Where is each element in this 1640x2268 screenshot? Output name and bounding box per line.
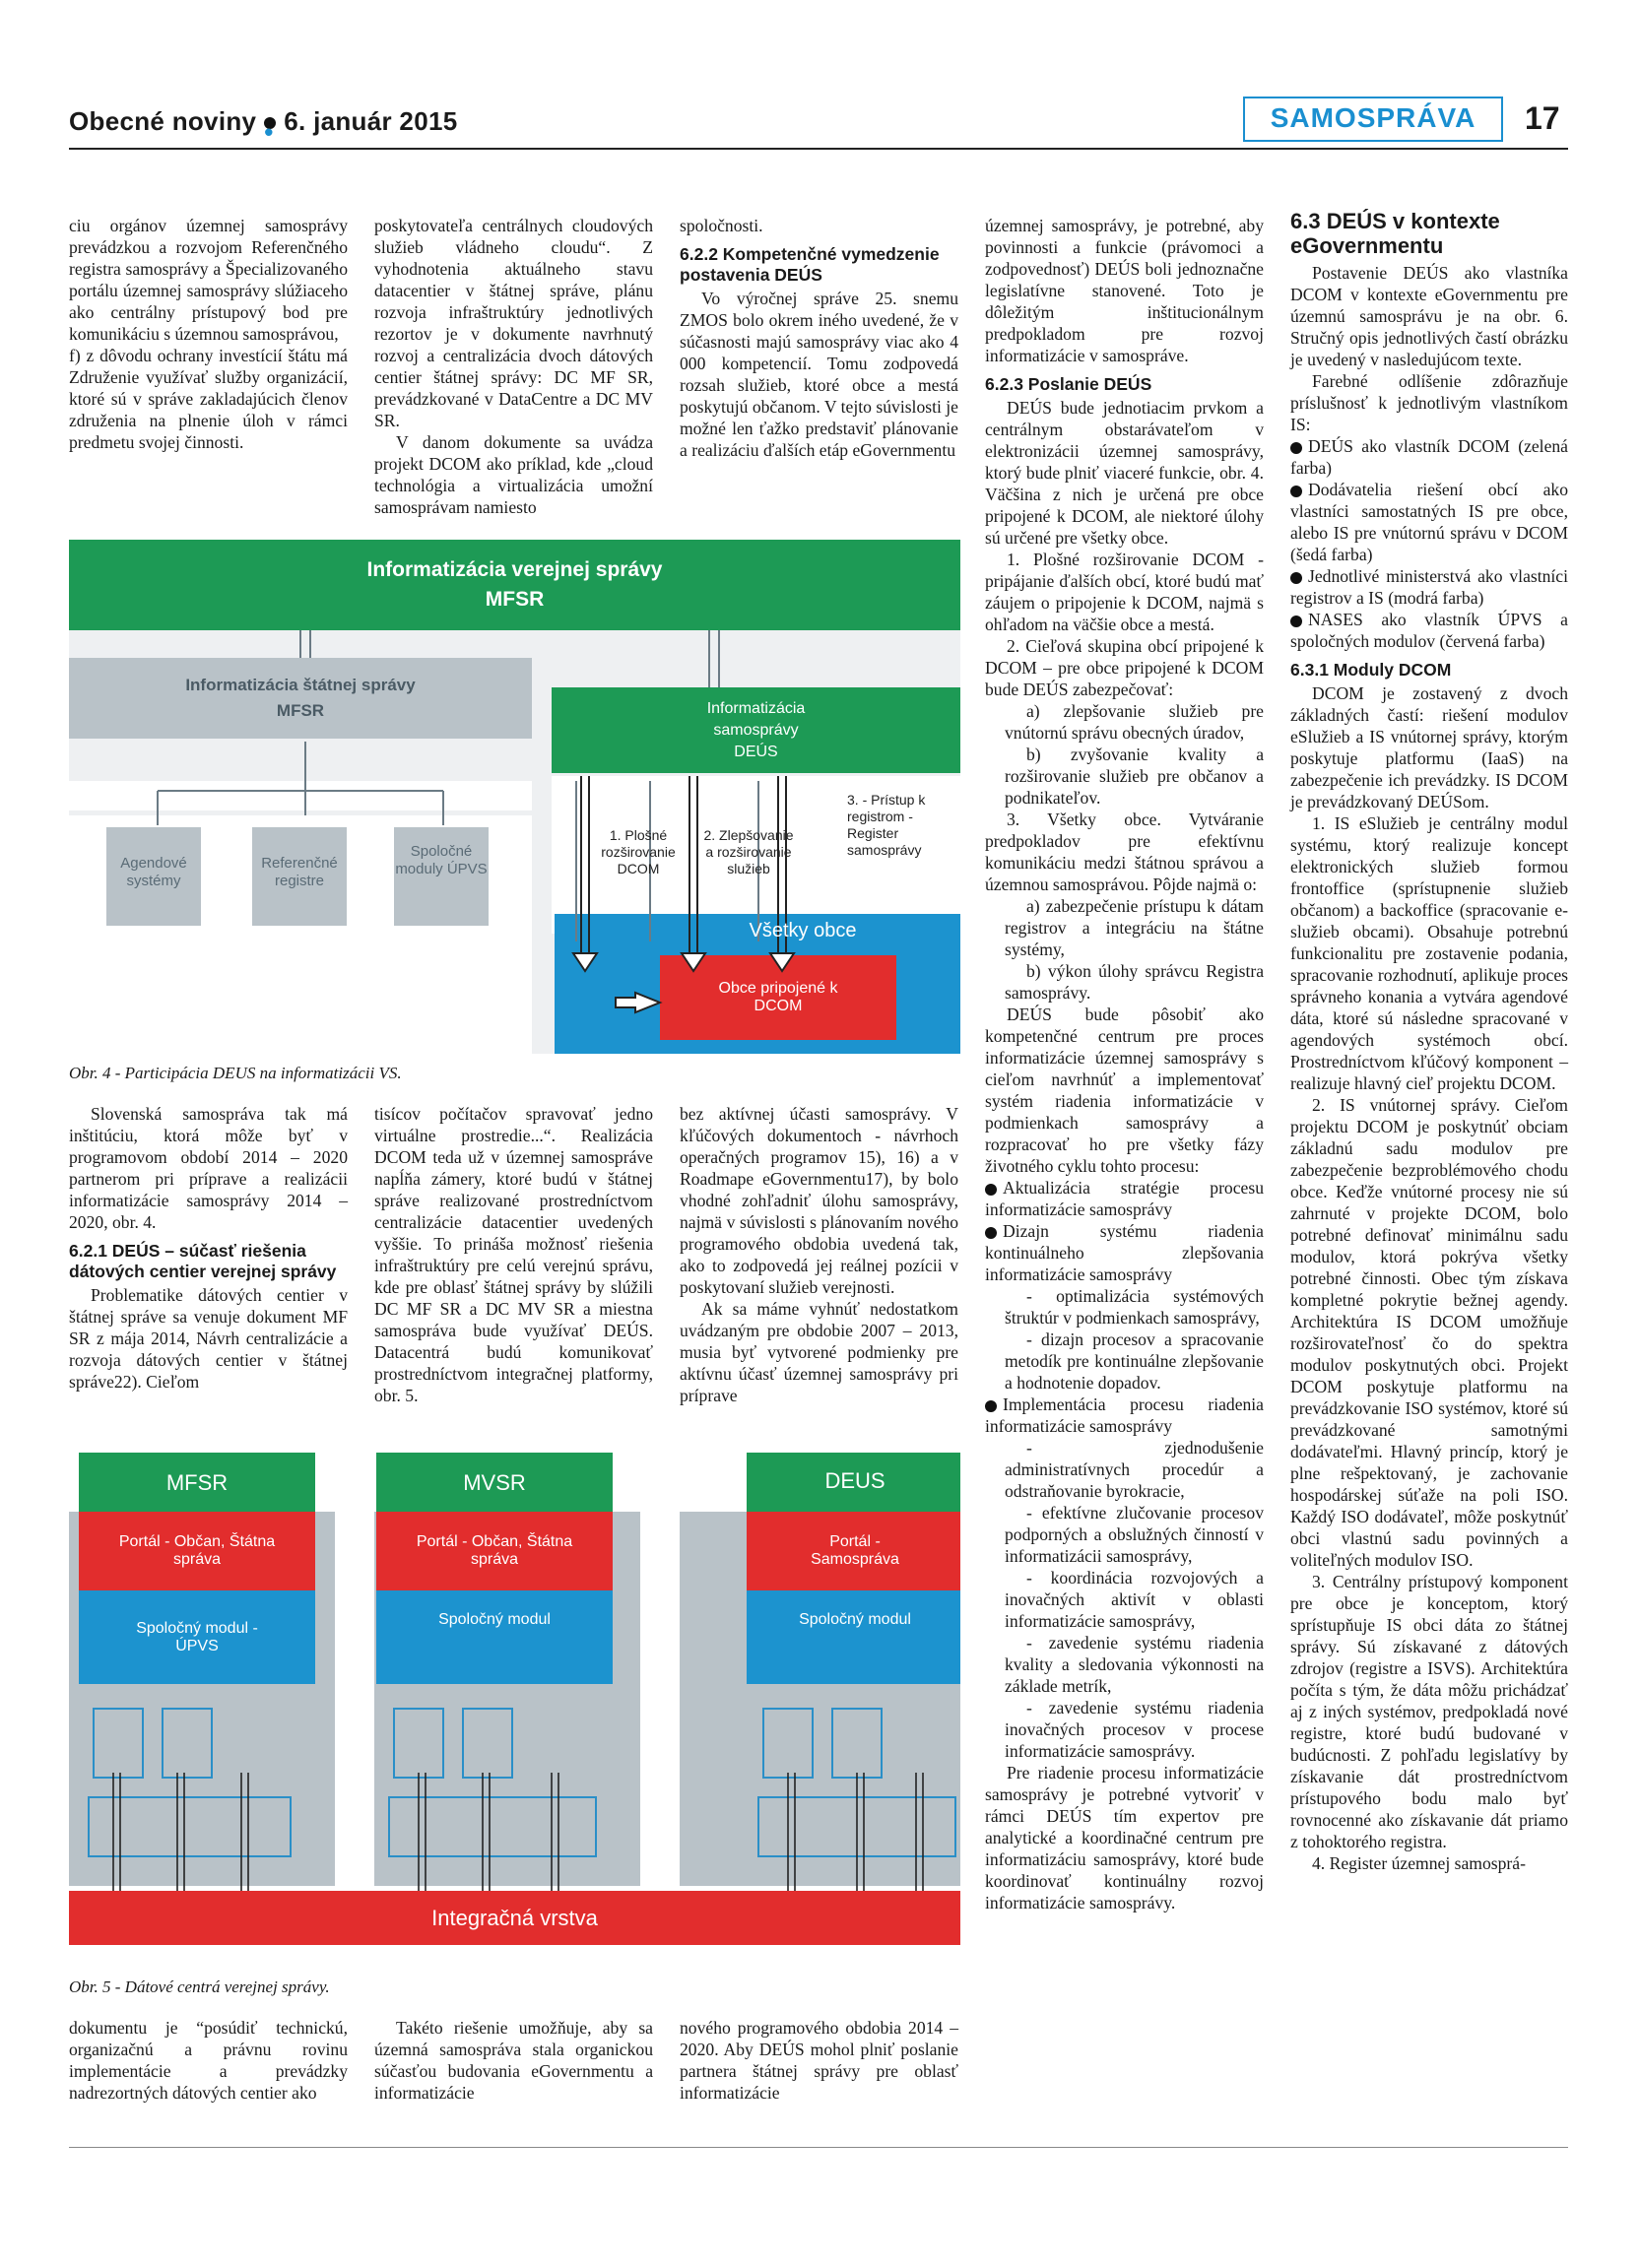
fig5-deus-header: DEUS — [824, 1468, 886, 1493]
fig5-module-3: Spoločný modul — [799, 1611, 911, 1628]
paragraph: 1. Plošné rozširovanie DCOM - pripájanie ďalších obcí, ktoré budú mať záujem o pripojenie k DCOM, najmä s ohľadom na väčšie obce a mestá. — [985, 550, 1264, 634]
paragraph: 2. Cieľová skupina obcí pripojené k DCOM – pre obce pripojené k DCOM bude DEÚS zabezpečovať: — [985, 636, 1264, 699]
bullet-icon — [1290, 442, 1302, 454]
fig4-reference-registers: Referenčné registre — [261, 855, 338, 889]
list-item: - efektívne zlučovanie procesov podporných a obslužných činností v informatizácii samosprávy, — [1005, 1503, 1264, 1566]
paragraph: ciu orgánov územnej samosprávy prevádzkou a rozvojom Referenčného registra samosprávy a Špecializovaného portálu územnej samosprávy slúžiaceho ako centrálny prístupový bod pre komunikáciu s územnou samosprávou, — [69, 216, 348, 344]
bullet-separator: • — [264, 117, 276, 129]
list-item: - koordinácia rozvojových a inovačných aktivít v oblasti informatizácie samosprávy, — [1005, 1568, 1264, 1631]
fig4-connected-municipalities: Obce pripojené k DCOM — [718, 980, 838, 1014]
fig4-label-1: 1. Plošné rozširovanie DCOM — [601, 827, 676, 876]
bullet-icon — [985, 1184, 997, 1196]
column-1-mid — [69, 1103, 348, 1393]
bullet-icon — [1290, 486, 1302, 497]
bullet-icon — [985, 1400, 997, 1412]
column-4 — [985, 215, 1264, 1913]
paragraph: 3. Centrálny prístupový komponent pre obce je konceptom, ktorý sprístupňuje IS obci dáta zo štátnej správy. Sú získavané z dátových zdrojov (registre a ISVS). Architektúra počíta s tým, že dáta môžu prichádzať aj z iných systémov, predpokladá nové registre, ktoré budú budované v budúcnosti. Z pohľadu legislatívy by získavanie dát prostredníctvom prístupového bodu malo byť rovnocenné ako získavanie dát priamo z tohoktorého registra. — [1290, 1572, 1568, 1851]
fig5-module-1: Spoločný modul - ÚPVS — [136, 1619, 258, 1654]
bullet-icon — [985, 1227, 997, 1239]
masthead — [69, 106, 458, 148]
list-item: Jednotlivé ministerstvá ako vlastníci registrov a IS (modrá farba) — [1290, 566, 1568, 608]
fig5-portal-2: Portál - Občan, Štátna správa — [416, 1533, 573, 1568]
paragraph: V danom dokumente sa uvádza projekt DCOM ako príklad, kde „cloud technológia a virtualizácia umožní samosprávam namiesto — [374, 432, 653, 517]
fig5-portal-1: Portál - Občan, Štátna správa — [118, 1533, 276, 1568]
footer-rule — [69, 2147, 1568, 2148]
paragraph: Vo výročnej správe 25. snemu ZMOS bolo okrem iného uvedené, že v súčasnosti majú samosprávy viac ako 4 000 kompetencií. Tomu zodpovedá rozsah služieb, ktoré obce a mestá poskytujú občanom. V tejto súvislosti je možné len ťažko predstaviť plánovanie a realizáciu ďalších etáp eGovernmentu — [680, 289, 958, 460]
page-number: 17 — [1525, 100, 1560, 136]
list-item: Dizajn systému riadenia kontinuálneho zlepšovania informatizácie samosprávy — [985, 1221, 1264, 1284]
column-1-bottom — [69, 2017, 348, 2104]
issue-date: 6. január 2015 — [284, 106, 458, 136]
column-2-bottom — [374, 2017, 653, 2104]
paragraph: DEÚS bude pôsobiť ako kompetenčné centrum pre proces informatizácie územnej samosprávy s cieľom navrhnúť a implementovať systém riadenia informatizácie v podmienkach samosprávy a rozpracovať ho pre všetky fázy životného cyklu tohto procesu: — [985, 1004, 1264, 1176]
list-item: b) zvyšovanie kvality a rozširovanie služieb pre občanov a podnikateľov. — [1005, 745, 1264, 808]
bullet-icon — [1290, 572, 1302, 584]
column-3-mid — [680, 1103, 958, 1406]
fig5-portal-3: Portál - Samospráva — [811, 1533, 899, 1568]
fig4-label-3: 3. - Prístup k registrom - Register samosprávy — [847, 792, 926, 858]
paragraph: Slovenská samospráva tak má inštitúciu, ktorá môže byť v programovom období 2014 – 2020 partnerom pri príprave a realizácii informatizácie samosprávy 2014 – 2020, obr. 4. — [69, 1104, 348, 1232]
list-item: b) výkon úlohy správcu Registra samosprávy. — [1005, 961, 1264, 1003]
fig4-agenda-systems: Agendové systémy — [120, 855, 187, 889]
list-item: Implementácia procesu riadenia informatizácie samosprávy — [985, 1394, 1264, 1436]
fig5-mfsr-header: MFSR — [165, 1470, 229, 1495]
paragraph: DCOM je zostavený z dvoch základných častí: riešení modulov eSlužieb a IS vnútornej správy, ktorým poskytuje platformu (IaaS) na zabezpečenie ich prevádzky. IS DCOM je prevádzkovaný DEÚSom. — [1290, 683, 1568, 811]
section-label: SAMOSPRÁVA — [1243, 97, 1503, 142]
list-item: - zavedenie systému riadenia inovačných procesov v procese informatizácie samosprávy. — [1005, 1698, 1264, 1761]
newspaper-name: Obecné noviny — [69, 106, 257, 136]
figure-5-caption: Obr. 5 - Dátové centrá verejnej správy. — [69, 1977, 330, 1996]
paragraph: Takéto riešenie umožňuje, aby sa územná samospráva stala organickou súčasťou budovania eGovernmentu a informatizácie — [374, 2018, 653, 2103]
fig5-mvsr-header: MVSR — [463, 1470, 526, 1495]
list-item: Aktualizácia stratégie procesu informatizácie samosprávy — [985, 1178, 1264, 1219]
fig4-top-box: Informatizácia verejnej správy MFSR — [366, 558, 663, 611]
paragraph: bez aktívnej účasti samosprávy. V kľúčových dokumentoch - návrhoch operačných programov 15), 16) a v Roadmape eGovernmentu17), by bolo vhodné zohľadniť úlohu samosprávy, najmä v súvislosti s plánovaním nového programového obdobia uvedená tak, ako to zodpovedá jej reálnej pozícii v poskytovaní služieb verejnosti. — [680, 1104, 958, 1297]
paragraph: tisícov počítačov spravovať jedno virtuálne prostredie...“. Realizácia DCOM teda už v územnej samospráve napĺňa zámery, ktoré budú v štátnej správe realizované prostredníctvom centralizácie datacentier uvedených vyššie. To prináša možnosť riešenia infraštruktúry pre celú verejnú správu, kde pre oblasť štátnej správy by slúžili DC MF SR a DC MV SR a miestna samospráva bude využívať DEÚS. Datacentrá budú komunikovať prostredníctvom integračnej platformy, obr. 5. — [374, 1104, 653, 1405]
fig5-integration-layer: Integračná vrstva — [431, 1905, 598, 1930]
paragraph: Postavenie DEÚS ako vlastníka DCOM v kontexte eGovernmentu pre územnú samosprávu je na obr. 6. Stručný opis jednotlivých častí obrázku je uvedený v nasledujúcom texte. — [1290, 263, 1568, 369]
paragraph: Pre riadenie procesu informatizácie samosprávy je potrebné vytvoriť v rámci DEÚS tím expertov pre analytické a koordinačné centrum pre informatizáciu samosprávy, ktoré bude koordinovať kontinuálny rozvoj informatizácie samosprávy. — [985, 1763, 1264, 1912]
paragraph: 2. IS vnútornej správy. Cieľom projektu DCOM je poskytnúť obciam základnú sadu modulov pre zabezpečenie bezproblémového chodu obce. Keďže vnútorné procesy nie sú zahrnuté v projekte DCOM, bolo potrebné definovať minimálnu sadu modulov, ktorá pokrýva všetky potrebné činnosti. Obec tým získava kompletné pokrytie bežnej agendy. Architektúra IS DCOM umožňuje rozširovateľnosť čo do spektra modulov poskytnutých obci. Projekt DCOM poskytuje platformu na prevádzkovanie ISO systémov, ktoré sú prevádzkované samotnými dodávateľmi. Hlavný princíp, ktorý je plne rešpektovaný, je zachovanie hospodárskej súťaže na poli ISO. Každý ISO dodávateľ, môže poskytnúť obci vlastnú sadu povinných a voliteľných modulov ISO. — [1290, 1095, 1568, 1570]
fig4-label-2: 2. Zlepšovanie a rozširovanie služieb — [703, 827, 794, 876]
paragraph: DEÚS bude jednotiacim prvkom a centrálnym obstarávateľom v elektronizácii územnej samosprávy, ktorý bude plniť viaceré funkcie, obr. 4. Väčšina z nich je určená pre obce pripojené k DCOM, ale niektoré úlohy sú určené pre všetky obce. — [985, 398, 1264, 548]
section-heading: 6.3 DEÚS v kontexte eGovernmentu — [1290, 209, 1500, 258]
section-heading: 6.2.3 Poslanie DEÚS — [985, 374, 1152, 394]
column-3-top — [680, 215, 958, 461]
figure-4-caption: Obr. 4 - Participácia DEUS na informatizácii VS. — [69, 1064, 402, 1082]
section-heading: 6.3.1 Moduly DCOM — [1290, 660, 1452, 680]
header-rule — [69, 148, 1568, 150]
section-heading: 6.2.1 DEÚS – súčasť riešenia dátových centier verejnej správy — [69, 1241, 337, 1281]
fig4-deus-box: Informatizácia samosprávy DEÚS — [706, 699, 806, 760]
paragraph: f) z dôvodu ochrany investícií štátu má Združenie využívať služby organizácií, ktoré sú v správe zakladajúcich členov združenia na plnenie úloh v rámci predmetu svojej činnosti. — [69, 346, 348, 452]
fig4-all-municipalities: Všetky obce — [749, 919, 857, 941]
bullet-icon — [1290, 616, 1302, 627]
list-item: a) zlepšovanie služieb pre vnútornú správu obecných úradov, — [1005, 701, 1264, 743]
column-1-top — [69, 215, 348, 453]
paragraph: Ak sa máme vyhnúť nedostatkom uvádzaným pre obdobie 2007 – 2013, musia byť vytvorené podmienky pre aktívnu účasť územnej samosprávy pri príprave — [680, 1299, 958, 1405]
paragraph: dokumentu je “posúdiť technickú, organizačnú a právnu rovinu implementácie a prevádzky nadrezortných dátových centier ako — [69, 2018, 348, 2103]
list-item: - zavedenie systému riadenia kvality a sledovania výkonnosti na základe metrík, — [1005, 1633, 1264, 1696]
list-item: DEÚS ako vlastník DCOM (zelená farba) — [1290, 436, 1568, 478]
list-item: - zjednodušenie administratívnych procedúr a odstraňovanie byrokracie, — [1005, 1438, 1264, 1501]
paragraph: 1. IS eSlužieb je centrálny modul systému, ktorý realizuje koncept elektronických služieb formou frontoffice (sprístupnenie služieb občanom) a backoffice (spracovanie e-služieb obcami). Obsahuje potrebnú funkcionalitu pre zostavenie podania, spracovanie rozhodnutí, aplikuje proces správneho konania a vytvára agendové dáta, ktoré sú následne spracované v agendových systémoch obcí. Prostredníctvom kľúčový komponent – realizuje hlavný cieľ projektu DCOM. — [1290, 813, 1568, 1093]
list-item: a) zabezpečenie prístupu k dátam registrov a integráciu na štátne systémy, — [1005, 896, 1264, 959]
paragraph: 4. Register územnej samosprá- — [1312, 1853, 1526, 1873]
column-5 — [1290, 209, 1568, 1874]
column-2-mid — [374, 1103, 653, 1406]
paragraph: Farebné odlíšenie zdôrazňuje príslušnosť k jednotlivým vlastníkom IS: — [1290, 371, 1568, 434]
column-2-top — [374, 215, 653, 518]
fig5-module-2: Spoločný modul — [438, 1611, 551, 1628]
fig4-state-box: Informatizácia štátnej správy MFSR — [185, 676, 416, 720]
section-heading: 6.2.2 Kompetenčné vymedzenie postavenia DEÚS — [680, 244, 940, 285]
paragraph: Problematike dátových centier v štátnej správe sa venuje dokument MF SR z mája 2014, Návrh centralizácie a rozvoja dátových centier v štátnej správe22). Cieľom — [69, 1285, 348, 1392]
paragraph: nového programového obdobia 2014 – 2020. Aby DEÚS mohol plniť poslanie partnera štátnej správy pre oblasť informatizácie — [680, 2018, 958, 2103]
paragraph: spoločnosti. — [680, 216, 763, 235]
list-item: Dodávatelia riešení obcí ako vlastníci samostatných IS pre obce, alebo IS pre vnútornú správu v DCOM (šedá farba) — [1290, 480, 1568, 564]
column-3-bottom — [680, 2017, 958, 2104]
list-item: - optimalizácia systémových štruktúr v podmienkach samosprávy, — [1005, 1286, 1264, 1328]
list-item: - dizajn procesov a spracovanie metodík pre kontinuálne zlepšovanie a hodnotenie dopadov. — [1005, 1329, 1264, 1393]
paragraph: 3. Všetky obce. Vytváranie predpokladov pre efektívnu komunikáciu medzi štátnou správou a územnou samosprávou. Pôjde najmä o: — [985, 810, 1264, 894]
fig4-shared-modules: Spoločné moduly ÚPVS — [395, 843, 488, 877]
paragraph: poskytovateľa centrálnych cloudových služieb vládneho cloudu“. Z vyhodnotenia aktuálneho stavu datacentier v štátnej správe, plánu rozvoja infraštruktúry jednotlivých rezortov je v dokumente navrhnutý rozvoj a centralizácia dvoch dátových centier štátnej správy: DC MF SR, prevádzkované v DataCentre a DC MV SR. — [374, 216, 653, 430]
list-item: NASES ako vlastník ÚPVS a spoločných modulov (červená farba) — [1290, 610, 1568, 651]
paragraph: územnej samosprávy, je potrebné, aby povinnosti a funkcie (právomoci a zodpovednosť) DEÚS boli jednoznačne legislatívne stanovené. Toto je dôležitým inštitucionálnym predpokladom pre rozvoj informatizácie v samospráve. — [985, 216, 1264, 365]
